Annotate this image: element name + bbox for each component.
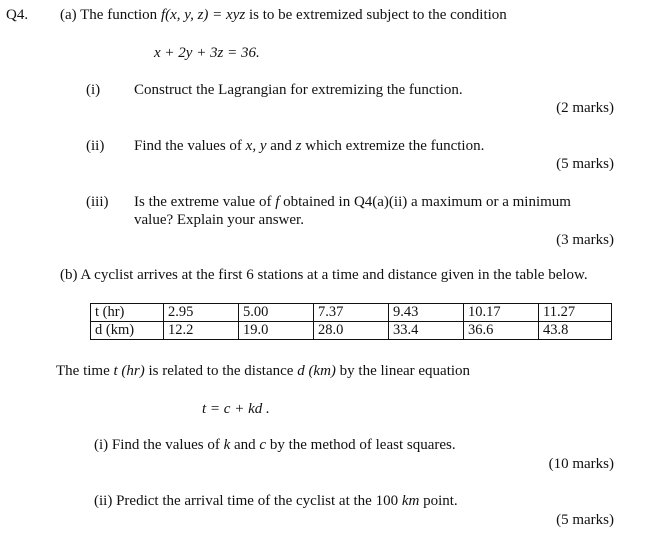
table-cell: 43.8 bbox=[539, 322, 612, 340]
item-b-i-text-pre: (i) Find the values of bbox=[94, 437, 224, 453]
item-a-iii-label: (iii) bbox=[86, 194, 109, 210]
item-a-ii-text bbox=[134, 137, 484, 155]
constraint-equation: x + 2y + 3z = 36. bbox=[154, 45, 260, 61]
unit-km: km bbox=[401, 493, 420, 509]
item-a-i-label: (i) bbox=[86, 82, 101, 98]
table-cell: 36.6 bbox=[464, 322, 539, 340]
item-b-i-text bbox=[94, 436, 456, 454]
relation-sentence bbox=[56, 362, 470, 380]
table-cell: 28.0 bbox=[314, 322, 389, 340]
var-f: f bbox=[275, 194, 280, 210]
var-k: k bbox=[223, 437, 231, 453]
item-b-ii-text-pre: (ii) Predict the arrival time of the cyclist at the 100 bbox=[94, 493, 402, 509]
item-b-i-text-and: and bbox=[230, 437, 260, 453]
function-expression: f(x, y, z) = xyz bbox=[160, 7, 246, 23]
item-b-ii-text-post: point. bbox=[419, 493, 458, 509]
table-cell: 10.17 bbox=[464, 304, 539, 322]
table-cell: 2.95 bbox=[164, 304, 239, 322]
item-a-ii-label: (ii) bbox=[86, 138, 105, 154]
item-b-ii-text bbox=[94, 492, 458, 510]
table-cell: 11.27 bbox=[539, 304, 612, 322]
relation-post: by the linear equation bbox=[335, 363, 471, 379]
item-a-iii-marks: (3 marks) bbox=[556, 232, 614, 248]
part-b-intro: (b) A cyclist arrives at the first 6 stations at a time and distance given in the table below. bbox=[60, 267, 588, 283]
item-a-iii-line1-pre: Is the extreme value of bbox=[134, 194, 276, 210]
item-a-ii-text-pre: Find the values of bbox=[134, 138, 246, 154]
table-cell: 33.4 bbox=[389, 322, 464, 340]
item-b-i-text-post: by the method of least squares. bbox=[266, 437, 456, 453]
relation-pre: The time bbox=[56, 363, 114, 379]
part-a-intro bbox=[60, 6, 507, 24]
part-a-intro-pre: (a) The function bbox=[60, 7, 161, 23]
item-a-iii-line2: value? Explain your answer. bbox=[134, 212, 304, 228]
item-a-ii-marks: (5 marks) bbox=[556, 156, 614, 172]
part-a-intro-post: is to be extremized subject to the condition bbox=[245, 7, 507, 23]
relation-d: d (km) bbox=[297, 363, 336, 379]
table-header-cell: t (hr) bbox=[91, 304, 164, 322]
item-b-i-marks: (10 marks) bbox=[548, 456, 614, 472]
item-a-iii-line1 bbox=[134, 193, 571, 211]
table-row-time bbox=[91, 304, 612, 322]
item-a-i-marks: (2 marks) bbox=[556, 100, 614, 116]
item-b-ii-marks: (5 marks) bbox=[556, 512, 614, 528]
table-cell: 19.0 bbox=[239, 322, 314, 340]
relation-t: t (hr) bbox=[113, 363, 145, 379]
var-z: z bbox=[295, 138, 302, 154]
table-cell: 5.00 bbox=[239, 304, 314, 322]
item-a-ii-text-and: and bbox=[266, 138, 296, 154]
table-cell: 12.2 bbox=[164, 322, 239, 340]
vars-xy: x, y bbox=[245, 138, 267, 154]
table-header-cell: d (km) bbox=[91, 322, 164, 340]
table-row-distance bbox=[91, 322, 612, 340]
relation-mid: is related to the distance bbox=[144, 363, 298, 379]
linear-equation: t = c + kd . bbox=[202, 401, 270, 417]
item-a-i-text: Construct the Lagrangian for extremizing the function. bbox=[134, 82, 463, 98]
item-a-ii-text-post: which extremize the function. bbox=[301, 138, 485, 154]
table-cell: 7.37 bbox=[314, 304, 389, 322]
station-data-table bbox=[90, 303, 612, 340]
question-number: Q4. bbox=[6, 7, 29, 23]
var-c: c bbox=[259, 437, 267, 453]
item-a-iii-line1-post: obtained in Q4(a)(ii) a maximum or a minimum bbox=[279, 194, 571, 210]
table-cell: 9.43 bbox=[389, 304, 464, 322]
